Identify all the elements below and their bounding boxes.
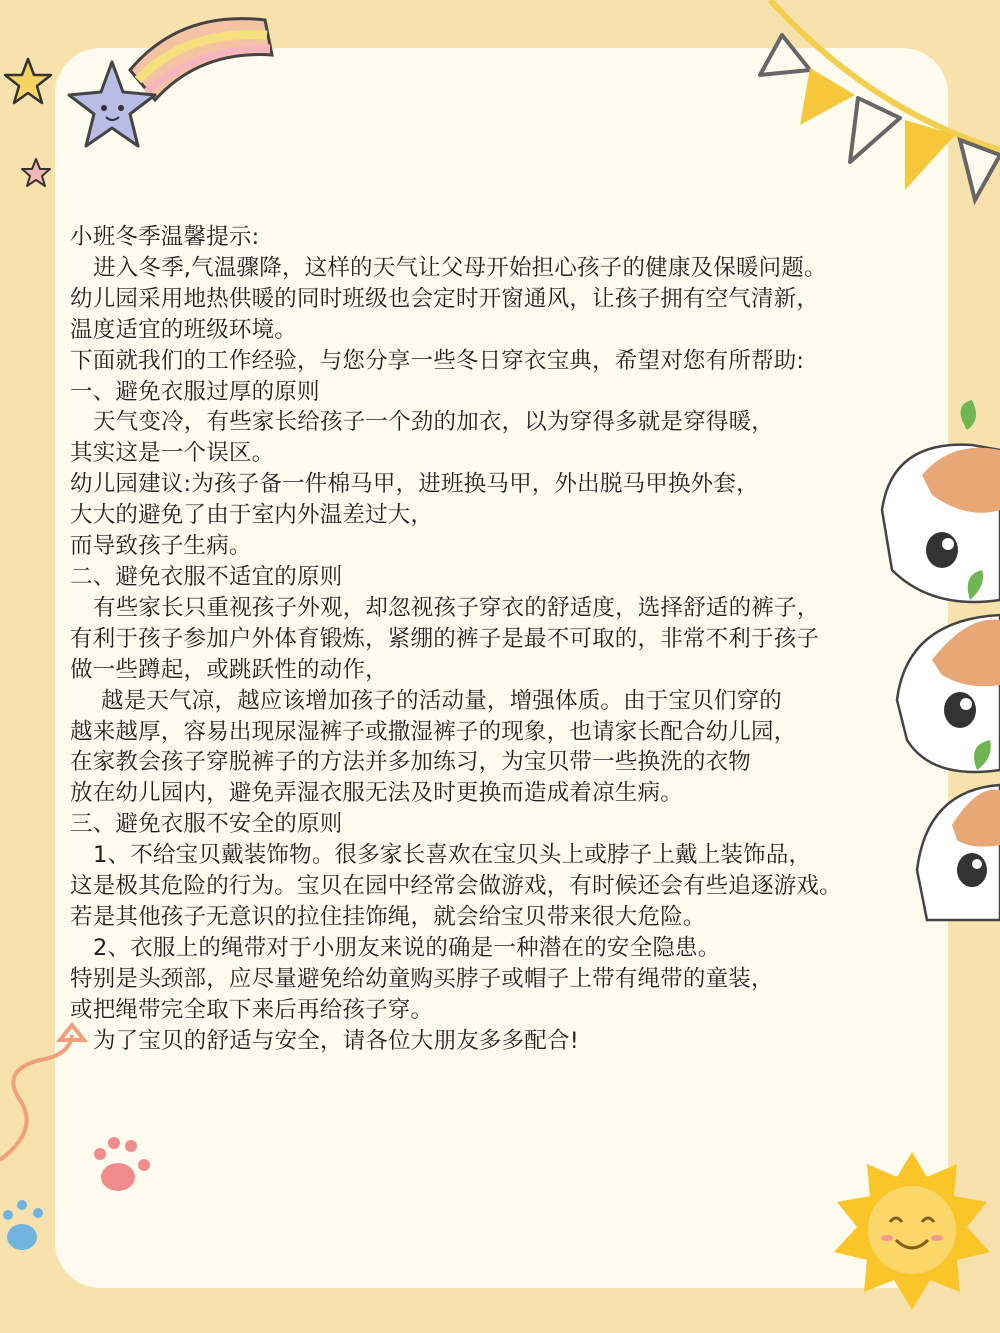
paragraph-line: 在家教会孩子穿脱裤子的方法并多加练习，为宝贝带一些换洗的衣物	[70, 749, 752, 776]
paragraph-line: 放在幼儿园内，避免弄湿衣服无法及时更换而造成着凉生病。	[70, 780, 683, 807]
notice-title: 小班冬季温馨提示:	[70, 224, 260, 250]
paragraph-line: 越是天气凉，越应该增加孩子的活动量，增强体质。由于宝贝们穿的	[101, 687, 783, 714]
paragraph-line: 大大的避免了由于室内外温差过大，	[70, 502, 434, 529]
paragraph-line: 或把绳带完全取下来后再给孩子穿。	[70, 996, 434, 1023]
blue-paw-print-icon	[0, 1195, 50, 1255]
paw-print-icon	[88, 1132, 158, 1198]
pennant-bunting-icon	[750, 0, 1000, 210]
paragraph-line: 若是其他孩子无意识的拉住挂饰绳，就会给宝贝带来很大危险。	[70, 903, 706, 930]
paragraph-line: 温度适宜的班级环境。	[70, 316, 298, 343]
paragraph-line: 幼儿园采用地热供暖的同时班级也会定时开窗通风，让孩子拥有空气清新，	[70, 285, 820, 312]
paragraph-line: 幼儿园建议:为孩子备一件棉马甲，进班换马甲，外出脱马甲换外套，	[70, 471, 759, 498]
paragraph-line: 天气变冷，有些家长给孩子一个劲的加衣，以为穿得多就是穿得暖，	[93, 409, 775, 436]
paragraph-line: 特别是头颈部，应尽量避免给幼童购买脖子或帽子上带有绳带的童装，	[70, 965, 774, 992]
section-heading: 二、避免衣服不适宜的原则	[70, 563, 343, 590]
star-outline-icon	[2, 56, 54, 108]
paragraph-line: 而导致孩子生病。	[70, 533, 252, 560]
smiling-sun-icon	[832, 1152, 992, 1312]
small-star-icon	[20, 157, 52, 189]
paragraph-line: 1、不给宝贝戴装饰物。很多家长喜欢在宝贝头上或脖子上戴上装饰品，	[93, 842, 812, 869]
paragraph-line: 做一些蹲起，或跳跃性的动作，	[70, 656, 388, 683]
closing-line: 为了宝贝的舒适与安全，请各位大朋友多多配合!	[93, 1027, 579, 1054]
paragraph-line: 其实这是一个误区。	[70, 440, 275, 467]
paragraph-line: 有利于孩子参加户外体育锻炼，紧绷的裤子是最不可取的，非常不利于孩子	[70, 625, 820, 652]
paragraph-line: 越来越厚，容易出现尿湿裤子或撒湿裤子的现象，也请家长配合幼儿园，	[70, 718, 797, 745]
paragraph-line: 进入冬季,气温骤降，这样的天气让父母开始担心孩子的健康及保暖问题。	[93, 254, 827, 281]
paragraph-line: 有些家长只重视孩子外观，却忽视孩子穿衣的舒适度，选择舒适的裤子，	[93, 594, 820, 621]
paragraph-line: 下面就我们的工作经验，与您分享一些冬日穿衣宝典，希望对您有所帮助:	[70, 347, 805, 374]
paragraph-line: 2、衣服上的绳带对于小朋友来说的确是一种潜在的安全隐患。	[93, 934, 721, 961]
section-heading: 一、避免衣服过厚的原则	[70, 378, 320, 405]
section-heading: 三、避免衣服不安全的原则	[70, 811, 343, 838]
shooting-star-icon	[60, 0, 280, 170]
paragraph-line: 这是极其危险的行为。宝贝在园中经常会做游戏，有时候还会有些追逐游戏。	[70, 873, 842, 900]
notice-text	[70, 222, 940, 1056]
